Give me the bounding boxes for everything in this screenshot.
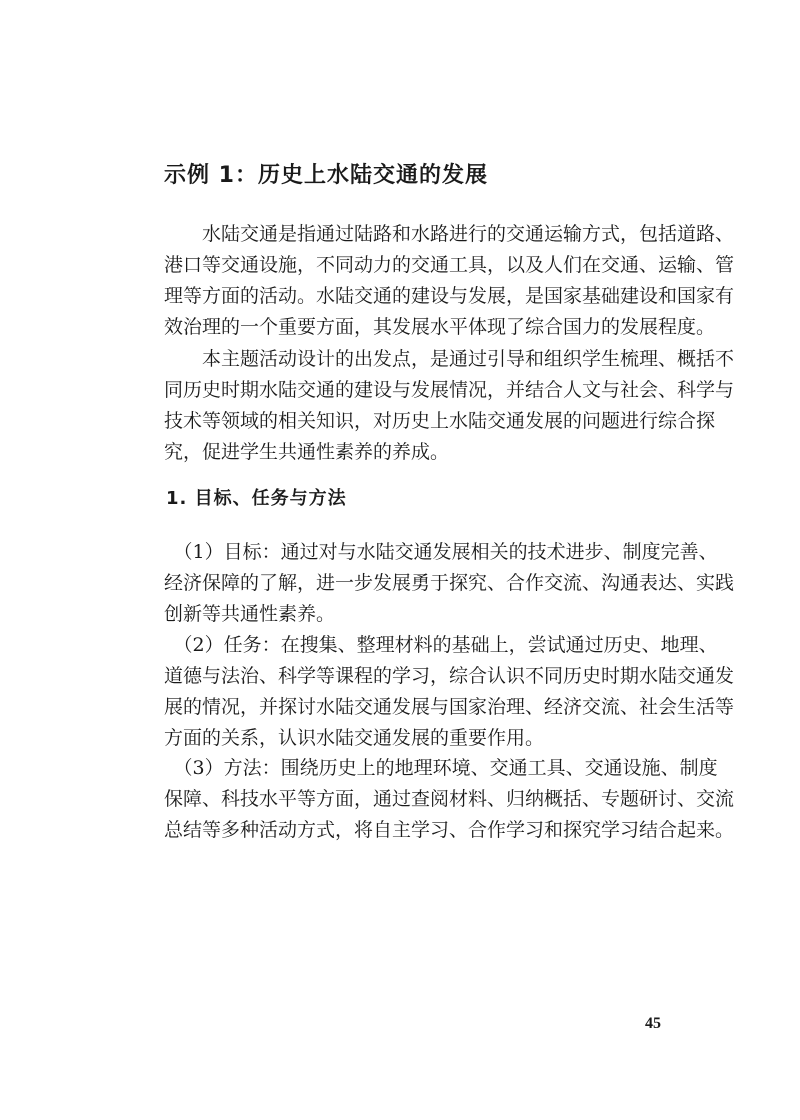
page-number: 45 (645, 1015, 661, 1032)
item-task (164, 630, 735, 754)
text-line: 理等方面的活动。水陆交通的建设与发展，是国家基础建设和国家有 (164, 285, 735, 307)
text-line: 水陆交通是指通过陆路和水路进行的交通运输方式，包括道路、 (164, 223, 735, 245)
text-line: 港口等交通设施，不同动力的交通工具，以及人们在交通、运输、管 (164, 254, 735, 276)
text-line: 保障、科技水平等方面，通过查阅材料、归纳概括、专题研讨、交流 (164, 788, 735, 810)
text-line: 方面的关系，认识水陆交通发展的重要作用。 (164, 727, 545, 749)
item-goal (164, 537, 735, 630)
text-line: 展的情况，并探讨水陆交通发展与国家治理、经济交流、社会生活等 (164, 696, 735, 718)
text-line: 经济保障的了解，进一步发展勇于探究、合作交流、沟通表达、实践 (164, 572, 735, 594)
text-line: 同历史时期水陆交通的建设与发展情况，并结合人文与社会、科学与 (164, 379, 735, 401)
text-line: 总结等多种活动方式，将自主学习、合作学习和探究学习结合起来。 (164, 819, 735, 841)
text-line: 道德与法治、科学等课程的学习，综合认识不同历史时期水陆交通发 (164, 665, 735, 687)
page-title: 示例 1：历史上水陆交通的发展 (164, 163, 488, 188)
text-line: 技术等领域的相关知识，对历史上水陆交通发展的问题进行综合探 (164, 410, 716, 432)
paragraph-design (164, 344, 735, 468)
text-line: （2）任务：在搜集、整理材料的基础上，尝试通过历史、地理、 (164, 634, 718, 656)
text-line: 效治理的一个重要方面，其发展水平体现了综合国力的发展程度。 (164, 316, 716, 338)
text-line: 究，促进学生共通性素养的养成。 (164, 441, 450, 463)
item-method (164, 753, 735, 846)
section-heading: 1. 目标、任务与方法 (166, 488, 347, 509)
text-line: 本主题活动设计的出发点，是通过引导和组织学生梳理、概括不 (164, 348, 735, 370)
text-line: 创新等共通性素养。 (164, 603, 336, 625)
paragraph-intro (164, 219, 735, 343)
text-line: （3）方法：围绕历史上的地理环境、交通工具、交通设施、制度 (164, 757, 718, 779)
text-line: （1）目标：通过对与水陆交通发展相关的技术进步、制度完善、 (164, 541, 718, 563)
